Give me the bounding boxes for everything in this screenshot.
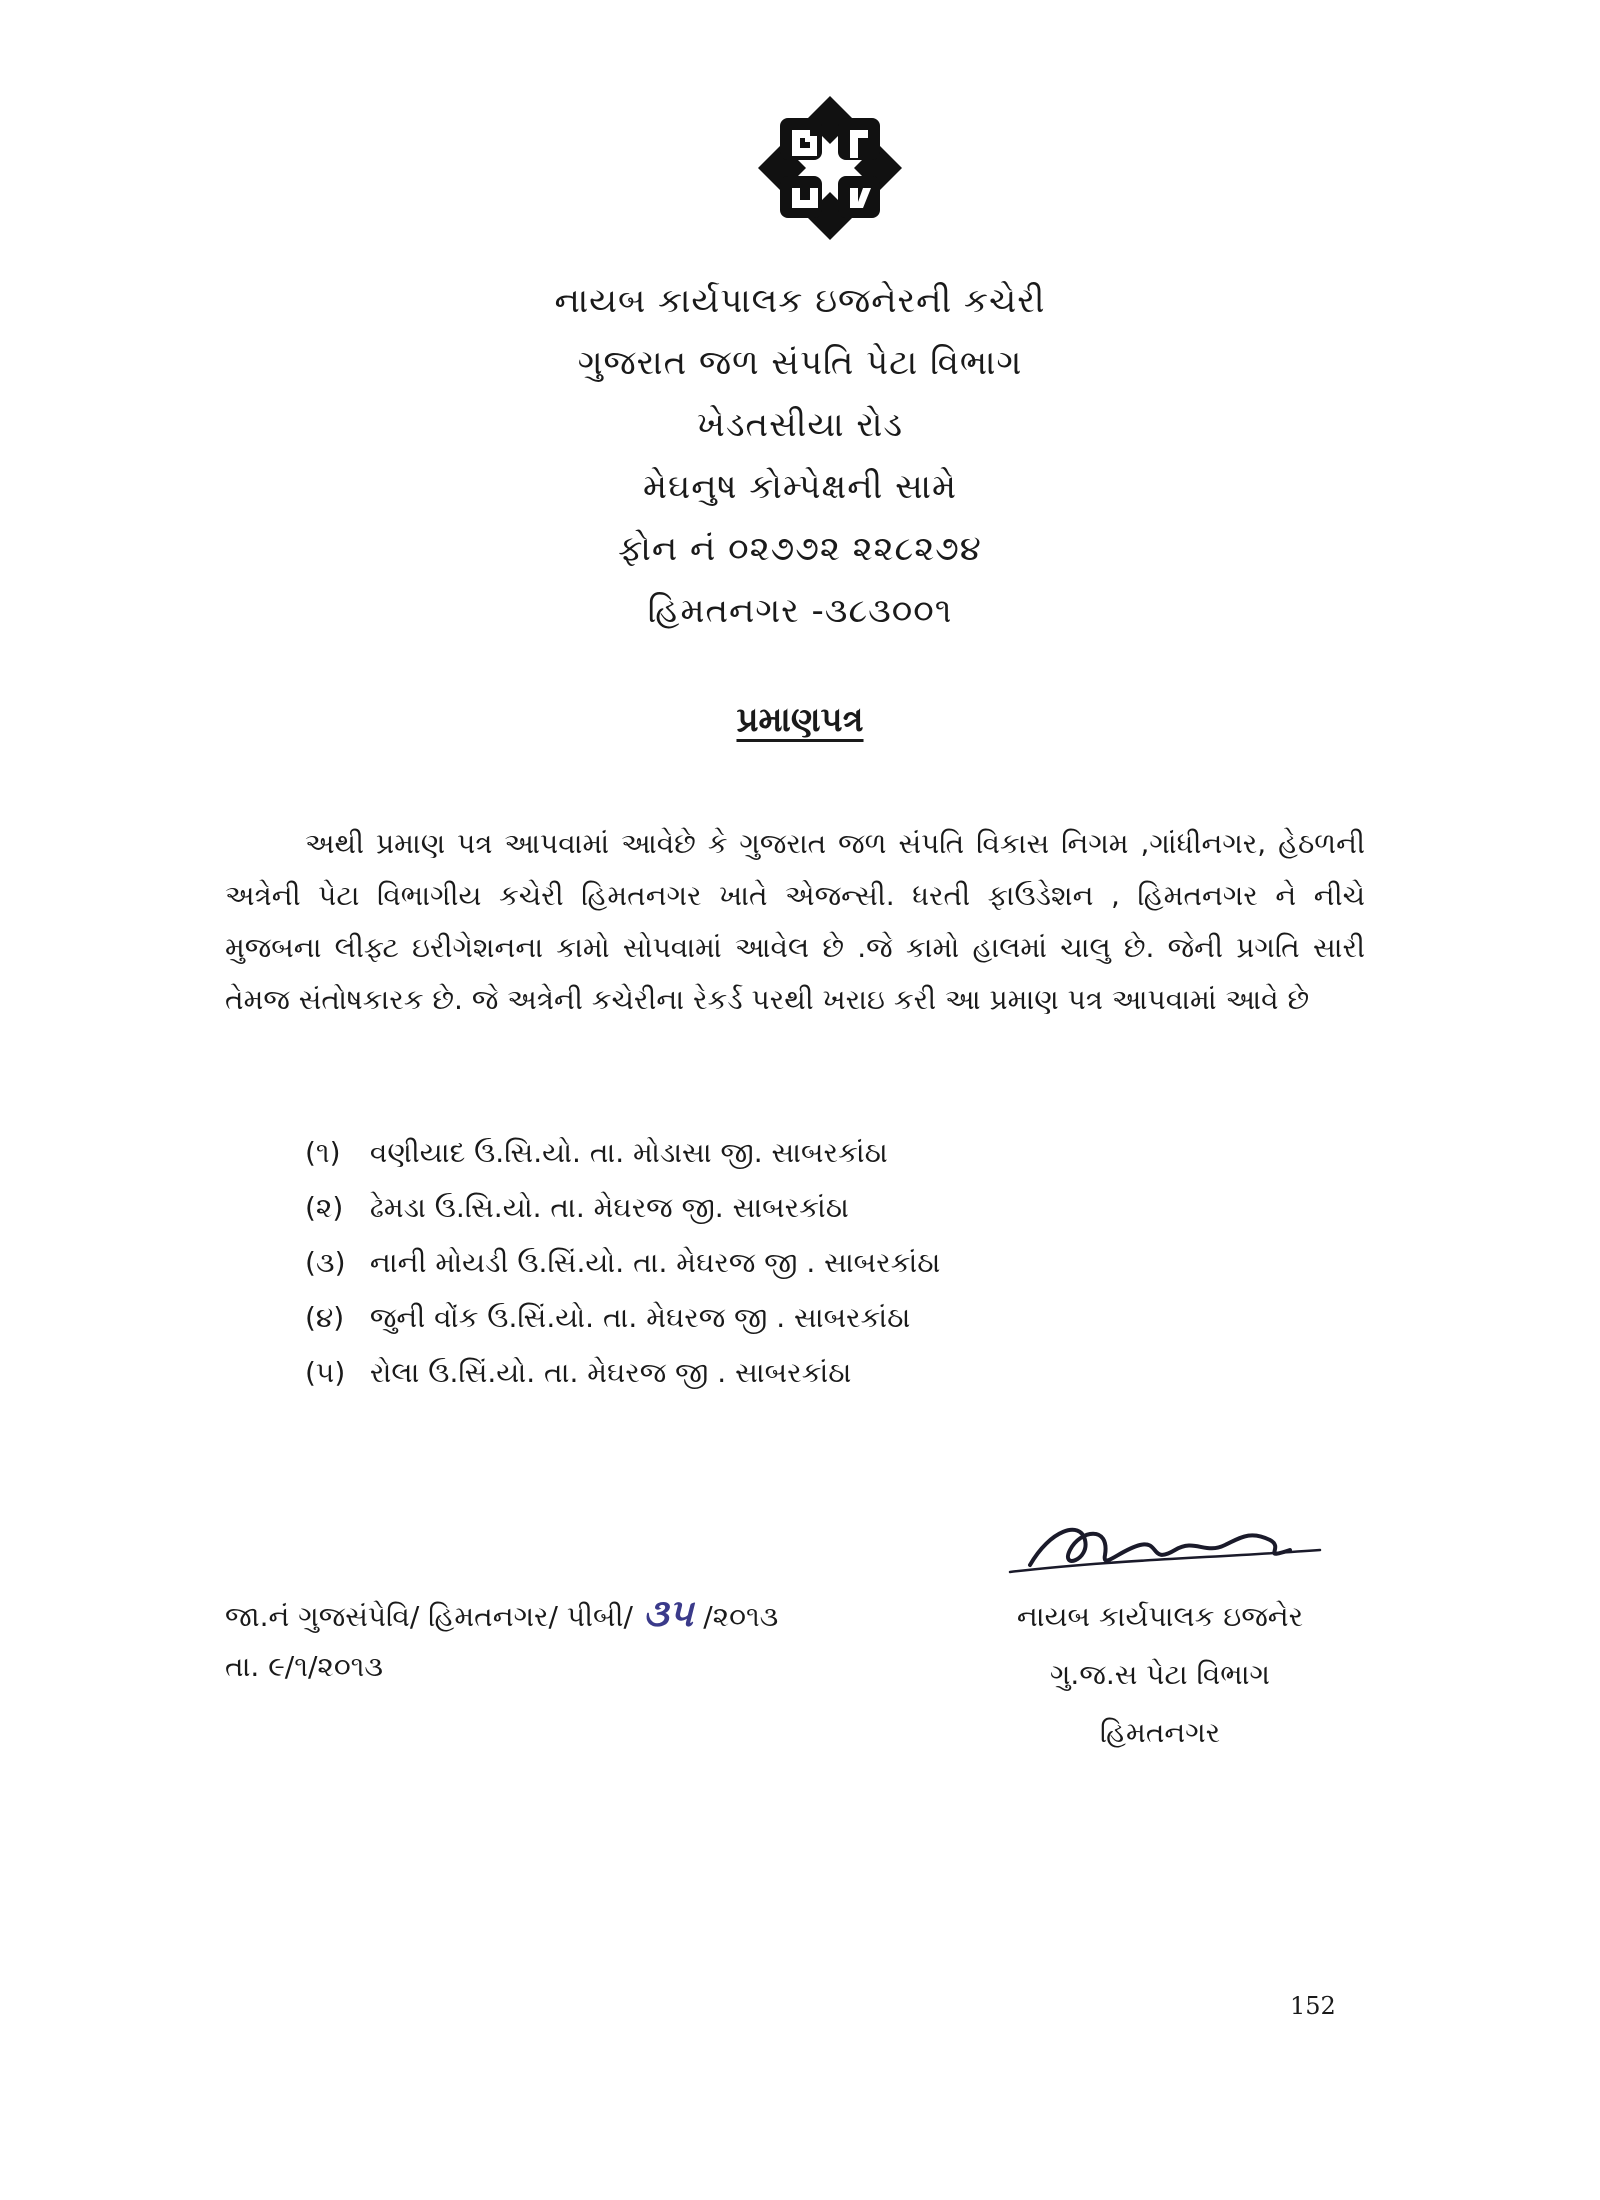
signatory-block — [960, 1588, 1360, 1762]
list-item-number: (૪) — [305, 1301, 345, 1334]
certificate-title-text: પ્રમાણપત્ર — [736, 700, 864, 740]
signatory-designation: નાયબ કાર્યપાલક ઇજનેર — [1016, 1600, 1304, 1633]
gwrdc-logo — [750, 88, 910, 248]
certificate-body — [225, 818, 1365, 1026]
list-item — [305, 1125, 940, 1180]
handwritten-number: ૩૫ — [642, 1591, 694, 1635]
certificate-title — [600, 700, 1000, 740]
list-item — [305, 1290, 940, 1345]
list-item-text: ઢેમડા ઉ.સિ.યો. તા. મેઘરજ જી. સાબરકાંઠા — [369, 1191, 849, 1224]
list-item-text: નાની મોયડી ઉ.સિં.યો. તા. મેઘરજ જી . સાબરકાંઠા — [369, 1246, 941, 1279]
list-item-number: (૫) — [305, 1356, 346, 1389]
list-item — [305, 1345, 940, 1400]
reference-block — [225, 1588, 778, 1692]
list-item — [305, 1235, 940, 1290]
list-item-number: (૨) — [305, 1191, 344, 1224]
list-item — [305, 1180, 940, 1235]
list-item-text: વણીયાદ ઉ.સિ.યો. તા. મોડાસા જી. સાબરકાંઠા — [369, 1136, 888, 1169]
page-number: 152 — [1290, 1992, 1336, 2020]
reference-suffix: /૨૦૧૩ — [703, 1600, 779, 1633]
address-landmark: મેઘનુષ કોમ્પેક્ષની સામે — [643, 467, 957, 507]
body-paragraph: અથી પ્રમાણ પત્ર આપવામાં આવેછે કે ગુજરાત જળ સંપતિ વિકાસ નિગમ ,ગાંધીનગર, હેઠળની અત્રેની પેટા વિભાગીય કચેરી હિમતનગર ખાતે એજન્સી. ધરતી ફાઉડેશન , હિમતનગર ને નીચે મુજબના લીફ્ટ ઇરીગેશનના કામો સોપવામાં આવેલ છે .જે કામો હાલમાં ચાલુ છે. જેની પ્રગતિ સારી તેમજ સંતોષકારક છે. જે અત્રેની કચેરીના રેકર્ડ પરથી ખરાઇ કરી આ પ્રમાણ પત્ર આપવામાં આવે છે — [225, 827, 1365, 1016]
reference-prefix: જા.નં ગુજસંપેવિ/ હિમતનગર/ પીબી/ — [225, 1600, 633, 1633]
phone-number: ફોન નં ૦૨૭૭૨ ૨૨૮૨૭૪ — [618, 529, 982, 569]
list-item-number: (૧) — [305, 1136, 341, 1169]
works-list — [305, 1125, 940, 1400]
office-name: નાયબ કાર્યપાલક ઇજનેરની કચેરી — [554, 281, 1046, 321]
list-item-number: (૩) — [305, 1246, 346, 1279]
list-item-text: જુની વોંક ઉ.સિં.યો. તા. મેઘરજ જી . સાબરકાંઠા — [369, 1301, 911, 1334]
office-address-header — [400, 270, 1200, 642]
address-road: ખેડતસીયા રોડ — [696, 405, 904, 445]
department-name: ગુજરાત જળ સંપતિ પેટા વિભાગ — [577, 343, 1023, 383]
list-item-text: રોલા ઉ.સિં.યો. તા. મેઘરજ જી . સાબરકાંઠા — [369, 1356, 852, 1389]
reference-date: તા. ૯/૧/૨૦૧૩ — [225, 1650, 384, 1683]
signatory-place: હિમતનગર — [1099, 1716, 1221, 1749]
city-pincode: હિમતનગર -૩૮૩૦૦૧ — [647, 591, 953, 631]
reference-number — [225, 1588, 778, 1642]
signature — [990, 1510, 1340, 1590]
signatory-office: ગુ.જ.સ પેટા વિભાગ — [1049, 1658, 1270, 1691]
